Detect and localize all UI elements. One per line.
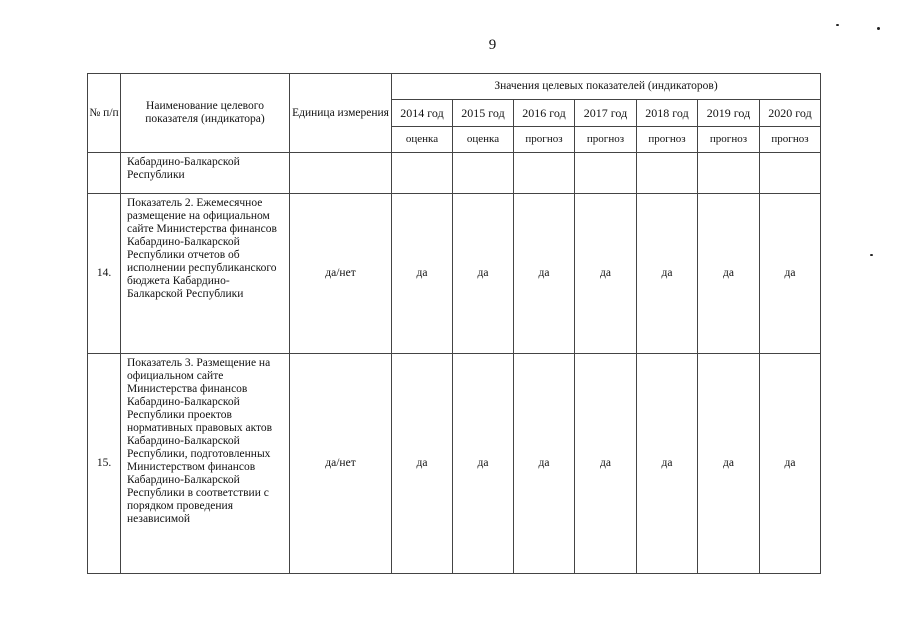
header-year-type: оценка <box>392 127 453 153</box>
row-value: да <box>392 194 453 354</box>
row-value <box>453 153 514 194</box>
header-year: 2016 год <box>514 100 575 127</box>
row-num: 14. <box>88 194 121 354</box>
row-value: да <box>698 194 760 354</box>
table-row <box>88 354 821 574</box>
row-value: да <box>637 194 698 354</box>
row-value: да <box>392 354 453 574</box>
page-number: 9 <box>488 37 497 53</box>
header-year: 2014 год <box>392 100 453 127</box>
row-value <box>760 153 821 194</box>
header-year-type: прогноз <box>698 127 760 153</box>
row-value <box>637 153 698 194</box>
row-value: да <box>514 354 575 574</box>
header-year-type: прогноз <box>514 127 575 153</box>
row-value: да <box>760 354 821 574</box>
header-year: 2020 год <box>760 100 821 127</box>
row-unit: да/нет <box>290 194 392 354</box>
table-row <box>88 153 821 194</box>
row-unit <box>290 153 392 194</box>
row-value: да <box>453 354 514 574</box>
row-name: Кабардино-Балкарской Республики <box>121 153 290 194</box>
header-values-group: Значения целевых показателей (индикаторов) <box>392 74 821 100</box>
indicators-table <box>87 73 821 574</box>
row-num: 15. <box>88 354 121 574</box>
row-name: Показатель 2. Ежемесячное размещение на официальном сайте Министерства финансов Кабардино-Балкарской Республики отчетов об исполнении республиканского бюджета Кабардино-Балкарской Республики <box>121 194 290 354</box>
row-value: да <box>760 194 821 354</box>
header-num: № п/п <box>88 74 121 153</box>
row-value <box>575 153 637 194</box>
row-value <box>514 153 575 194</box>
row-value <box>698 153 760 194</box>
header-unit: Единица измерения <box>290 74 392 153</box>
row-value: да <box>698 354 760 574</box>
scan-speck <box>870 254 873 256</box>
header-year: 2018 год <box>637 100 698 127</box>
row-value: да <box>514 194 575 354</box>
scan-speck <box>877 27 880 30</box>
header-year-type: оценка <box>453 127 514 153</box>
row-value: да <box>575 194 637 354</box>
row-unit: да/нет <box>290 354 392 574</box>
header-name: Наименование целевого показателя (индикатора) <box>121 74 290 153</box>
row-value: да <box>575 354 637 574</box>
header-year-type: прогноз <box>575 127 637 153</box>
header-year: 2015 год <box>453 100 514 127</box>
header-year-type: прогноз <box>760 127 821 153</box>
row-num <box>88 153 121 194</box>
header-row-top <box>88 74 821 100</box>
row-value: да <box>453 194 514 354</box>
row-value: да <box>637 354 698 574</box>
row-value <box>392 153 453 194</box>
header-year-type: прогноз <box>637 127 698 153</box>
row-name: Показатель 3. Размещение на официальном сайте Министерства финансов Кабардино-Балкарской Республики проектов нормативных правовых актов Кабардино-Балкарской Республики, подготовленных Министерством финансов Кабардино-Балкарской Республики в соответствии с порядком проведения независимой <box>121 354 290 574</box>
header-year: 2019 год <box>698 100 760 127</box>
table-row <box>88 194 821 354</box>
header-year: 2017 год <box>575 100 637 127</box>
scan-speck <box>836 24 839 26</box>
